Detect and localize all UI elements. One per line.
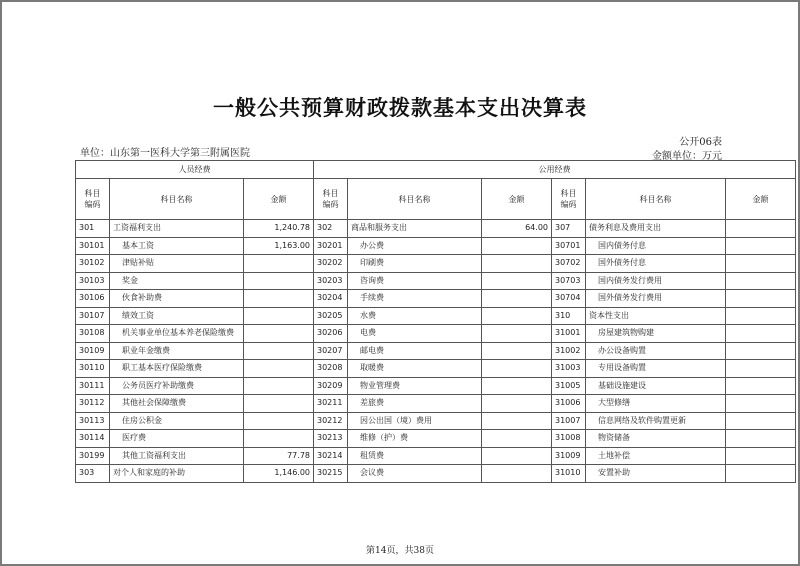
subject-name: 国内债务发行费用 <box>586 272 726 290</box>
amount-value <box>726 377 796 395</box>
subject-name: 印刷费 <box>348 255 482 273</box>
amount-value <box>482 465 552 483</box>
amount-value <box>726 307 796 325</box>
money-unit: 金额单位：万元 <box>652 151 722 162</box>
subject-name: 手续费 <box>348 290 482 308</box>
subject-code: 30207 <box>314 342 348 360</box>
subject-name: 因公出国（境）费用 <box>348 412 482 430</box>
amount-value <box>482 307 552 325</box>
form-number: 公开06表 <box>679 137 722 148</box>
amount-value <box>726 447 796 465</box>
subject-name: 水费 <box>348 307 482 325</box>
amount-value: 77.78 <box>244 447 314 465</box>
subject-code: 31007 <box>552 412 586 430</box>
subject-code: 31009 <box>552 447 586 465</box>
group-header-public: 公用经费 <box>314 161 796 179</box>
subject-name: 邮电费 <box>348 342 482 360</box>
subject-name: 信息网络及软件购置更新 <box>586 412 726 430</box>
amount-value <box>482 342 552 360</box>
subject-code: 30101 <box>76 237 110 255</box>
subject-name: 奖金 <box>110 272 244 290</box>
subject-name: 其他社会保障缴费 <box>110 395 244 413</box>
subject-name: 债务利息及费用支出 <box>586 220 726 238</box>
subject-name: 专用设备购置 <box>586 360 726 378</box>
subject-code: 30209 <box>314 377 348 395</box>
amount-value <box>726 465 796 483</box>
subject-code: 302 <box>314 220 348 238</box>
subject-name: 国外债务付息 <box>586 255 726 273</box>
table-row <box>76 272 796 290</box>
table-row <box>76 255 796 273</box>
subject-code: 30205 <box>314 307 348 325</box>
amount-value <box>726 255 796 273</box>
col-header-code: 科目 编码 <box>76 179 110 220</box>
subject-name: 职业年金缴费 <box>110 342 244 360</box>
subject-code: 30703 <box>552 272 586 290</box>
subject-code: 30109 <box>76 342 110 360</box>
amount-value <box>244 412 314 430</box>
subject-code: 30202 <box>314 255 348 273</box>
subject-code: 30110 <box>76 360 110 378</box>
amount-value <box>244 430 314 448</box>
subject-code: 30208 <box>314 360 348 378</box>
subject-name: 住房公积金 <box>110 412 244 430</box>
col-header-amount: 金额 <box>244 179 314 220</box>
subject-code: 31005 <box>552 377 586 395</box>
col-header-amount: 金额 <box>482 179 552 220</box>
amount-value: 1,240.78 <box>244 220 314 238</box>
expenditure-table <box>75 160 796 483</box>
amount-value <box>244 325 314 343</box>
amount-value <box>726 412 796 430</box>
amount-value <box>726 290 796 308</box>
amount-value <box>482 412 552 430</box>
table-row <box>76 220 796 238</box>
subject-code: 303 <box>76 465 110 483</box>
subject-code: 30103 <box>76 272 110 290</box>
amount-value <box>726 360 796 378</box>
subject-code: 30212 <box>314 412 348 430</box>
table-row <box>76 465 796 483</box>
amount-value <box>244 377 314 395</box>
amount-value <box>726 325 796 343</box>
amount-value: 1,146.00 <box>244 465 314 483</box>
table-row <box>76 377 796 395</box>
col-header-name: 科目名称 <box>586 179 726 220</box>
subject-code: 30214 <box>314 447 348 465</box>
subject-name: 职工基本医疗保险缴费 <box>110 360 244 378</box>
subject-name: 基础设施建设 <box>586 377 726 395</box>
amount-value <box>482 377 552 395</box>
subject-name: 津贴补贴 <box>110 255 244 273</box>
subject-code: 30204 <box>314 290 348 308</box>
amount-value <box>244 307 314 325</box>
subject-code: 310 <box>552 307 586 325</box>
subject-code: 30213 <box>314 430 348 448</box>
subject-name: 资本性支出 <box>586 307 726 325</box>
amount-value <box>726 395 796 413</box>
subject-code: 30102 <box>76 255 110 273</box>
table-row <box>76 360 796 378</box>
subject-code: 31008 <box>552 430 586 448</box>
unit-label: 单位：山东第一医科大学第三附属医院 <box>80 148 250 159</box>
subject-name: 电费 <box>348 325 482 343</box>
amount-value <box>244 255 314 273</box>
subject-name: 医疗费 <box>110 430 244 448</box>
amount-value <box>482 395 552 413</box>
table-row <box>76 237 796 255</box>
amount-value <box>726 272 796 290</box>
subject-name: 物资储备 <box>586 430 726 448</box>
amount-value <box>726 430 796 448</box>
subject-code: 31010 <box>552 465 586 483</box>
subject-name: 咨询费 <box>348 272 482 290</box>
amount-value <box>244 360 314 378</box>
table-row <box>76 342 796 360</box>
amount-value <box>482 360 552 378</box>
table-body <box>76 220 796 483</box>
table-row <box>76 290 796 308</box>
subject-code: 30114 <box>76 430 110 448</box>
col-header-amount: 金额 <box>726 179 796 220</box>
subject-name: 绩效工资 <box>110 307 244 325</box>
subject-code: 30701 <box>552 237 586 255</box>
amount-value <box>482 255 552 273</box>
subject-code: 31006 <box>552 395 586 413</box>
amount-value <box>482 272 552 290</box>
document-page <box>2 2 798 564</box>
subject-code: 30106 <box>76 290 110 308</box>
subject-code: 30704 <box>552 290 586 308</box>
subject-name: 取暖费 <box>348 360 482 378</box>
amount-value: 64.00 <box>482 220 552 238</box>
amount-value <box>244 342 314 360</box>
subject-code: 30199 <box>76 447 110 465</box>
subject-name: 房屋建筑物购建 <box>586 325 726 343</box>
subject-name: 差旅费 <box>348 395 482 413</box>
subject-name: 伙食补助费 <box>110 290 244 308</box>
subject-code: 30108 <box>76 325 110 343</box>
subject-name: 大型修缮 <box>586 395 726 413</box>
col-header-name: 科目名称 <box>110 179 244 220</box>
subject-name: 基本工资 <box>110 237 244 255</box>
amount-value: 1,163.00 <box>244 237 314 255</box>
subject-code: 30113 <box>76 412 110 430</box>
subject-name: 办公设备购置 <box>586 342 726 360</box>
amount-value <box>482 237 552 255</box>
subject-code: 30211 <box>314 395 348 413</box>
subject-code: 30201 <box>314 237 348 255</box>
amount-value <box>244 272 314 290</box>
amount-value <box>726 220 796 238</box>
amount-value <box>482 290 552 308</box>
subject-name: 工资福利支出 <box>110 220 244 238</box>
subject-name: 土地补偿 <box>586 447 726 465</box>
subject-name: 国外债务发行费用 <box>586 290 726 308</box>
amount-value <box>482 447 552 465</box>
subject-name: 租赁费 <box>348 447 482 465</box>
page-footer: 第14页，共38页 <box>366 546 434 556</box>
amount-value <box>726 342 796 360</box>
col-header-code: 科目 编码 <box>314 179 348 220</box>
page-title: 一般公共预算财政拨款基本支出决算表 <box>213 95 587 120</box>
amount-value <box>482 325 552 343</box>
table-row <box>76 307 796 325</box>
subject-code: 301 <box>76 220 110 238</box>
subject-name: 会议费 <box>348 465 482 483</box>
table-row <box>76 430 796 448</box>
subject-code: 31002 <box>552 342 586 360</box>
subject-name: 维修（护）费 <box>348 430 482 448</box>
group-header-personnel: 人员经费 <box>76 161 314 179</box>
subject-code: 30203 <box>314 272 348 290</box>
subject-name: 其他工资福利支出 <box>110 447 244 465</box>
amount-value <box>482 430 552 448</box>
subject-code: 30111 <box>76 377 110 395</box>
table-row <box>76 412 796 430</box>
subject-code: 30215 <box>314 465 348 483</box>
amount-value <box>244 395 314 413</box>
subject-name: 商品和服务支出 <box>348 220 482 238</box>
subject-code: 307 <box>552 220 586 238</box>
subject-name: 公务员医疗补助缴费 <box>110 377 244 395</box>
subject-code: 31001 <box>552 325 586 343</box>
subject-name: 办公费 <box>348 237 482 255</box>
col-header-code: 科目 编码 <box>552 179 586 220</box>
amount-value <box>244 290 314 308</box>
table-row <box>76 325 796 343</box>
subject-code: 30206 <box>314 325 348 343</box>
table-row <box>76 447 796 465</box>
subject-name: 国内债务付息 <box>586 237 726 255</box>
subject-code: 30702 <box>552 255 586 273</box>
subject-code: 30107 <box>76 307 110 325</box>
subject-code: 30112 <box>76 395 110 413</box>
subject-name: 安置补助 <box>586 465 726 483</box>
subject-name: 对个人和家庭的补助 <box>110 465 244 483</box>
subject-name: 物业管理费 <box>348 377 482 395</box>
subject-code: 31003 <box>552 360 586 378</box>
amount-value <box>726 237 796 255</box>
subject-name: 机关事业单位基本养老保险缴费 <box>110 325 244 343</box>
table-row <box>76 395 796 413</box>
col-header-name: 科目名称 <box>348 179 482 220</box>
